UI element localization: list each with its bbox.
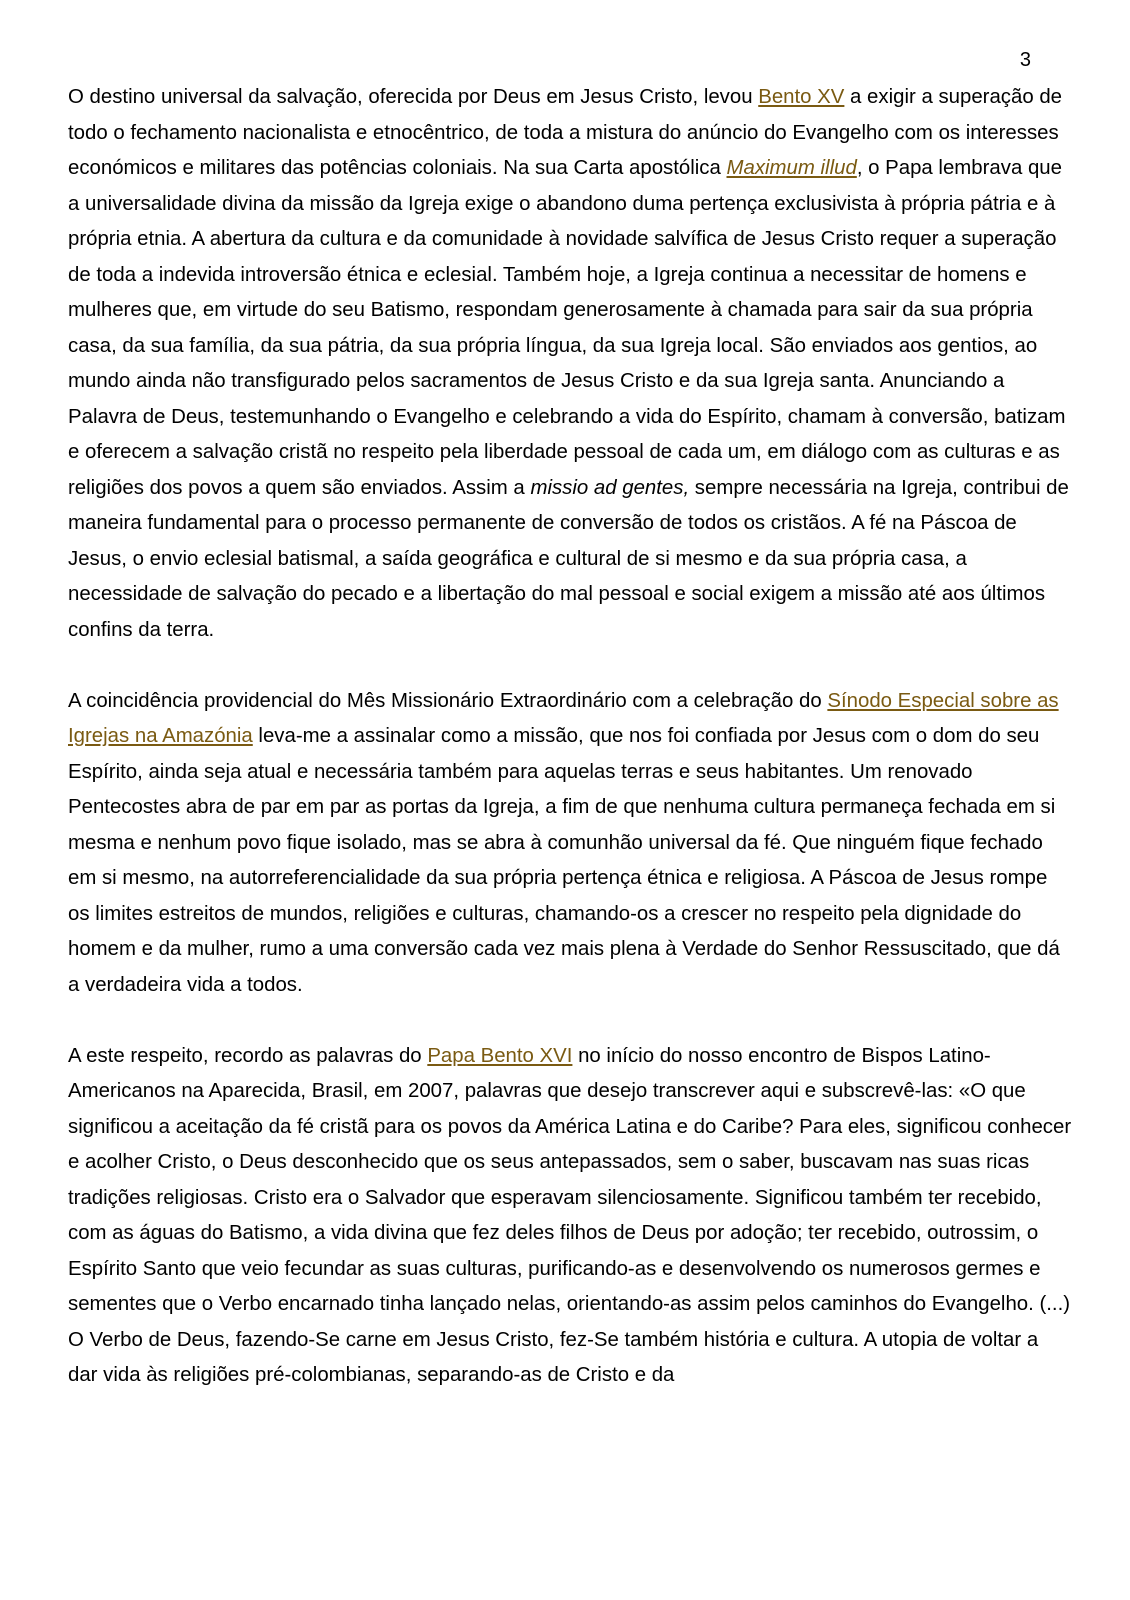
paragraph-1-text-3: , o Papa lembrava que a universalidade divina da missão da Igreja exige o abandono duma pertença exclusivista à própria pátria e à própria etnia. A abertura da cultura e da comunidade à novidade salvífica de Jesus Cristo requer a superação de toda a indevida introversão étnica e eclesial. Também hoje, a Igreja continua a necessitar de homens e mulheres que, em virtude do seu Batismo, respondam generosamente à chamada para sair da sua própria casa, da sua família, da sua pátria, da sua própria língua, da sua Igreja local. São enviados aos gentios, ao mundo ainda não transfigurado pelos sacramentos de Jesus Cristo e da sua Igreja santa. Anunciando a Palavra de Deus, testemunhando o Evangelho e celebrando a vida do Espírito, chamam à conversão, batizam e oferecem a salvação cristã no respeito pela liberdade pessoal de cada um, em diálogo com as culturas e as religiões dos povos a quem são enviados. Assim a (68, 157, 1066, 499)
paragraph-2-text-2: leva-me a assinalar como a missão, que nos foi confiada por Jesus com o dom do seu Espírito, ainda seja atual e necessária também para aquelas terras e seus habitantes. Um renovado Pentecostes abra de par em par as portas da Igreja, a fim de que nenhuma cultura permaneça fechada em si mesma e nenhum povo fique isolado, mas se abra à comunhão universal da fé. Que ninguém fique fechado em si mesmo, na autorreferencialidade da sua própria pertença étnica e religiosa. A Páscoa de Jesus rompe os limites estreitos de mundos, religiões e culturas, chamando-os a crescer no respeito pela dignidade do homem e da mulher, rumo a uma conversão cada vez mais plena à Verdade do Senhor Ressuscitado, que dá a verdadeira vida a todos. (68, 725, 1060, 996)
paragraph-2 (68, 684, 1073, 1004)
missio-ad-gentes-emphasis: missio ad gentes, (530, 476, 690, 499)
paragraph-3 (68, 1039, 1073, 1394)
paragraph-3-text-2: no início do nosso encontro de Bispos Latino-Americanos na Aparecida, Brasil, em 2007, palavras que desejo transcrever aqui e subscrevê-las: «O que significou a aceitação da fé cristã para os povos da América Latina e do Caribe? Para eles, significou conhecer e acolher Cristo, o Deus desconhecido que os seus antepassados, sem o saber, buscavam nas suas ricas tradições religiosas. Cristo era o Salvador que esperavam silenciosamente. Significou também ter recebido, com as águas do Batismo, a vida divina que fez deles filhos de Deus por adoção; ter recebido, outrossim, o Espírito Santo que veio fecundar as suas culturas, purificando-as e desenvolvendo os numerosos germes e sementes que o Verbo encarnado tinha lançado nelas, orientando-as assim pelos caminhos do Evangelho. (...) O Verbo de Deus, fazendo-Se carne em Jesus Cristo, fez-Se também história e cultura. A utopia de voltar a dar vida às religiões pré-colombianas, separando-as de Cristo e da (68, 1044, 1072, 1386)
link-maximum-illud[interactable]: Maximum illud (726, 157, 857, 179)
page-number: 3 (1019, 49, 1031, 71)
link-sinodo-amazonia[interactable]: Sínodo Especial sobre as Igrejas na Amazónia (68, 689, 1059, 747)
link-papa-bento-xvi[interactable]: Papa Bento XVI (427, 1044, 573, 1067)
paragraph-2-text-1: A coincidência providencial do Mês Missionário Extraordinário com a celebração do (68, 689, 828, 712)
paragraph-1-text-2: a exigir a superação de todo o fechamento nacionalista e etnocêntrico, de toda a mistura do anúncio do Evangelho com os interesses económicos e militares das potências coloniais. Na sua Carta apostólica (68, 86, 1063, 179)
paragraph-1-text-1: O destino universal da salvação, oferecida por Deus em Jesus Cristo, levou (68, 86, 759, 108)
paragraph-3-text-1: A este respeito, recordo as palavras do (68, 1044, 428, 1067)
paragraph-1-text-4: sempre necessária na Igreja, contribui de maneira fundamental para o processo permanente de conversão de todos os cristãos. A fé na Páscoa de Jesus, o envio eclesial batismal, a saída geográfica e cultural de si mesmo e da sua própria casa, a necessidade de salvação do pecado e a libertação do mal pessoal e social exigem a missão até aos últimos confins da terra. (68, 476, 1069, 641)
document-body (68, 80, 1073, 1394)
paragraph-1 (68, 80, 1073, 648)
link-bento-xv[interactable]: Bento XV (758, 86, 845, 108)
